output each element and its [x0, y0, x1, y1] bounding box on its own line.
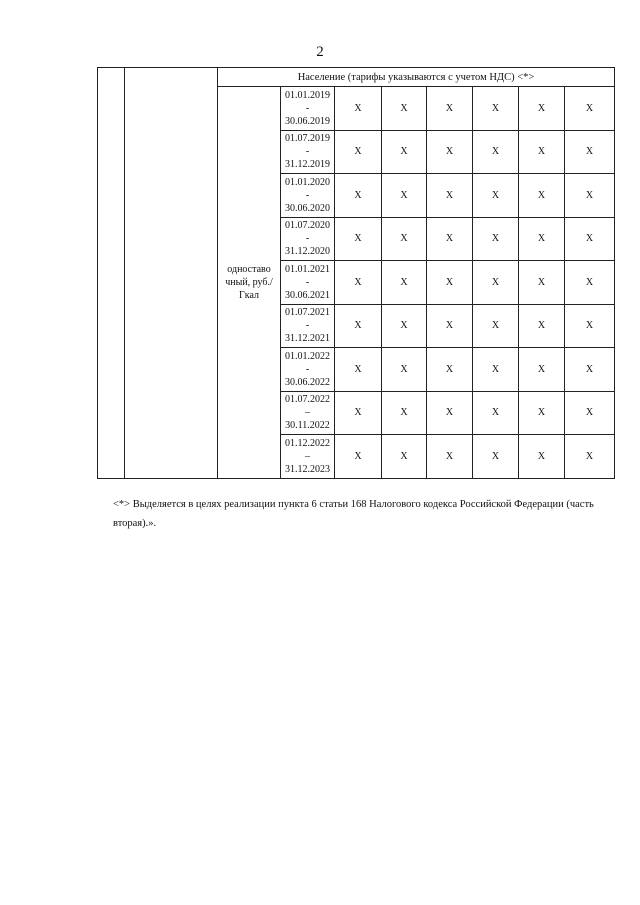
value-cell: X: [335, 304, 382, 348]
value-cell: X: [335, 130, 382, 174]
value-cell: X: [382, 391, 427, 435]
value-cell: X: [473, 87, 519, 131]
value-cell: X: [565, 217, 615, 261]
value-cell: X: [473, 391, 519, 435]
tariff-table: [97, 67, 615, 479]
value-cell: X: [473, 435, 519, 479]
value-cell: X: [335, 435, 382, 479]
value-cell: X: [519, 261, 565, 305]
value-cell: X: [427, 261, 473, 305]
period-end: 30.06.2019: [285, 115, 330, 127]
period-end: 31.12.2023: [285, 463, 330, 475]
value-cell: X: [519, 391, 565, 435]
value-cell: X: [382, 348, 427, 392]
value-cell: X: [519, 304, 565, 348]
period-end: 30.06.2021: [285, 289, 330, 301]
value-cell: X: [565, 391, 615, 435]
period-sep: –: [305, 407, 310, 419]
value-cell: X: [519, 87, 565, 131]
period-start: 01.07.2022: [285, 394, 330, 406]
value-cell: X: [565, 130, 615, 174]
value-cell: X: [473, 217, 519, 261]
period-cell: [281, 435, 335, 479]
value-cell: X: [427, 435, 473, 479]
period-start: 01.07.2020: [285, 220, 330, 232]
period-end: 30.06.2022: [285, 376, 330, 388]
value-cell: X: [565, 348, 615, 392]
footnote: <*> Выделяется в целях реализации пункта 6 статьи 168 Налогового кодекса Российской Федерации (часть вторая).».: [113, 499, 594, 529]
value-cell: X: [382, 435, 427, 479]
value-cell: X: [519, 435, 565, 479]
value-cell: X: [519, 348, 565, 392]
value-cell: X: [382, 130, 427, 174]
value-cell: X: [335, 348, 382, 392]
period-end: 30.06.2020: [285, 202, 330, 214]
period-start: 01.01.2020: [285, 176, 330, 188]
value-cell: X: [473, 348, 519, 392]
period-cell: [281, 130, 335, 174]
section-header: Население (тарифы указываются с учетом НДС) <*>: [218, 68, 615, 87]
empty-column-2: [125, 68, 218, 479]
empty-column-1: [98, 68, 125, 479]
period-end: 31.12.2021: [285, 333, 330, 345]
tariff-table-body: [98, 68, 615, 479]
period-start: 01.07.2019: [285, 133, 330, 145]
value-cell: X: [519, 217, 565, 261]
value-cell: X: [335, 87, 382, 131]
value-cell: X: [427, 391, 473, 435]
value-cell: X: [427, 174, 473, 218]
value-cell: X: [382, 174, 427, 218]
value-cell: X: [473, 130, 519, 174]
value-cell: X: [565, 435, 615, 479]
period-sep: -: [305, 102, 310, 114]
value-cell: X: [335, 261, 382, 305]
period-cell: [281, 217, 335, 261]
period-cell: [281, 87, 335, 131]
period-cell: [281, 391, 335, 435]
period-start: 01.07.2021: [285, 307, 330, 319]
value-cell: X: [427, 348, 473, 392]
value-cell: X: [519, 130, 565, 174]
value-cell: X: [565, 261, 615, 305]
period-end: 31.12.2020: [285, 246, 330, 258]
period-cell: [281, 261, 335, 305]
period-sep: -: [305, 146, 310, 158]
period-start: 01.12.2022: [285, 437, 330, 449]
value-cell: X: [473, 174, 519, 218]
value-cell: X: [382, 261, 427, 305]
period-cell: [281, 174, 335, 218]
value-cell: X: [382, 217, 427, 261]
period-sep: -: [305, 233, 310, 245]
value-cell: X: [382, 87, 427, 131]
period-sep: -: [305, 189, 310, 201]
period-sep: -: [305, 320, 310, 332]
section-header-row: [98, 68, 615, 87]
page-number: 2: [316, 44, 324, 60]
unit-cell: одноставо чный, руб./Гкал: [218, 87, 281, 479]
period-sep: –: [305, 450, 310, 462]
value-cell: X: [473, 304, 519, 348]
value-cell: X: [427, 87, 473, 131]
value-cell: X: [427, 217, 473, 261]
period-sep: -: [305, 363, 310, 375]
value-cell: X: [382, 304, 427, 348]
value-cell: X: [519, 174, 565, 218]
value-cell: X: [473, 261, 519, 305]
value-cell: X: [335, 391, 382, 435]
value-cell: X: [335, 174, 382, 218]
value-cell: X: [427, 130, 473, 174]
value-cell: X: [565, 174, 615, 218]
period-cell: [281, 304, 335, 348]
period-start: 01.01.2019: [285, 89, 330, 101]
period-sep: -: [305, 276, 310, 288]
value-cell: X: [565, 87, 615, 131]
period-start: 01.01.2021: [285, 263, 330, 275]
period-start: 01.01.2022: [285, 350, 330, 362]
value-cell: X: [565, 304, 615, 348]
value-cell: X: [427, 304, 473, 348]
value-cell: X: [335, 217, 382, 261]
period-end: 30.11.2022: [285, 420, 330, 432]
period-cell: [281, 348, 335, 392]
period-end: 31.12.2019: [285, 159, 330, 171]
